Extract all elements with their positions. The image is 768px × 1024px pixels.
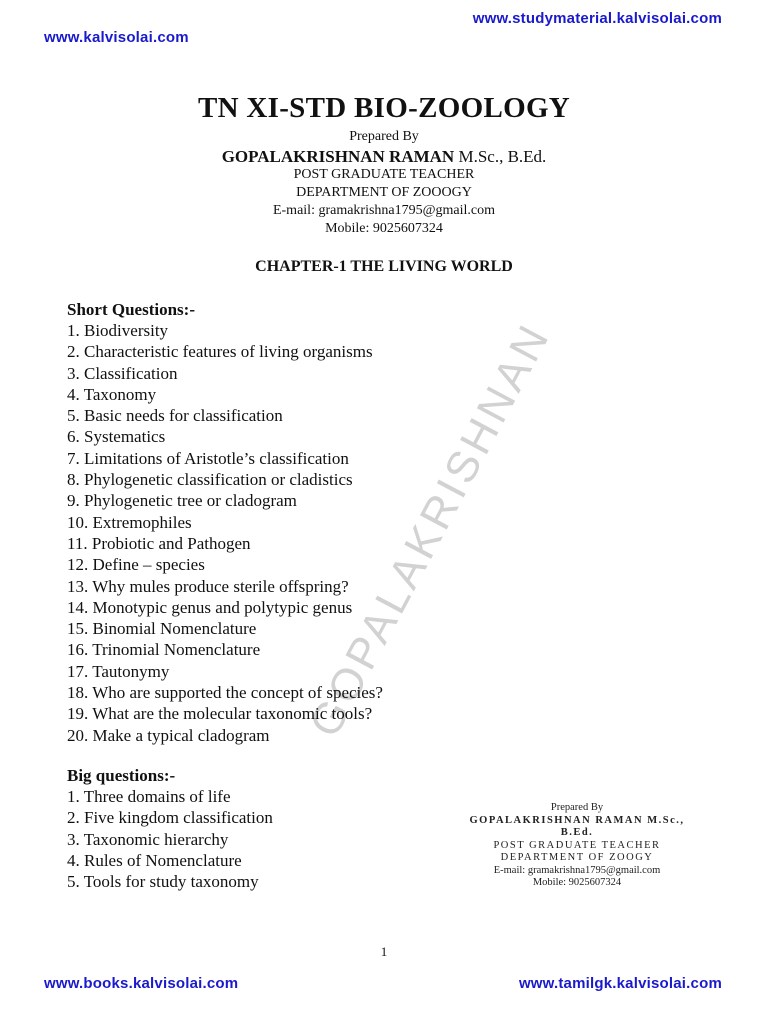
list-item: 5. Tools for study taxonomy xyxy=(67,872,259,892)
page-title: TN XI-STD BIO-ZOOLOGY xyxy=(197,92,571,124)
chapter-heading: CHAPTER-1 THE LIVING WORLD xyxy=(255,258,513,275)
list-item: 6. Systematics xyxy=(67,427,166,447)
stamp-email: E-mail: gramakrishna1795@gmail.com xyxy=(493,864,661,876)
stamp-department: DEPARTMENT OF ZOOGY xyxy=(500,852,654,863)
kalvisolai-link[interactable]: www.kalvisolai.com xyxy=(44,29,189,46)
email: E-mail: gramakrishna1795@gmail.com xyxy=(272,203,496,218)
author-role: POST GRADUATE TEACHER xyxy=(293,167,475,182)
list-item: 13. Why mules produce sterile offspring? xyxy=(67,576,349,596)
list-item: 20. Make a typical cladogram xyxy=(67,725,270,745)
author-stamp xyxy=(452,802,702,890)
short-questions-list xyxy=(67,320,383,746)
list-item: 10. Extremophiles xyxy=(67,512,192,532)
list-item: 12. Define – species xyxy=(67,555,205,575)
list-item: 19. What are the molecular taxonomic tools? xyxy=(67,704,373,724)
author-degree: M.Sc., B.Ed. xyxy=(454,147,547,166)
watermark: GOPALAKRISHNAN xyxy=(300,314,560,745)
stamp-role: POST GRADUATE TEACHER xyxy=(493,839,661,851)
list-item: 5. Basic needs for classification xyxy=(67,406,283,426)
list-item: 1. Three domains of life xyxy=(67,787,231,806)
prepared-by-label: Prepared By xyxy=(349,129,419,144)
author-name: GOPALAKRISHNAN RAMAN xyxy=(221,147,455,166)
short-questions-heading: Short Questions:- xyxy=(67,300,195,319)
big-questions-list xyxy=(67,786,273,892)
stamp-author: GOPALAKRISHNAN RAMAN M.Sc., B.Ed. xyxy=(469,814,685,838)
tamilgk-link[interactable]: www.tamilgk.kalvisolai.com xyxy=(518,975,722,992)
list-item: 3. Classification xyxy=(67,363,178,383)
big-questions-heading: Big questions:- xyxy=(67,766,176,785)
studymaterial-link[interactable]: www.studymaterial.kalvisolai.com xyxy=(472,10,722,27)
list-item: 14. Monotypic genus and polytypic genus xyxy=(67,597,353,617)
department: DEPARTMENT OF ZOOOGY xyxy=(296,185,472,200)
list-item: 18. Who are supported the concept of species? xyxy=(67,683,383,703)
list-item: 1. Biodiversity xyxy=(67,321,169,340)
list-item: 9. Phylogenetic tree or cladogram xyxy=(67,491,297,511)
page-number: 1 xyxy=(380,944,388,959)
list-item: 8. Phylogenetic classification or cladistics xyxy=(67,470,353,490)
list-item: 4. Taxonomy xyxy=(67,384,157,404)
author-line xyxy=(0,147,768,167)
stamp-mobile: Mobile: 9025607324 xyxy=(532,877,622,888)
list-item: 11. Probiotic and Pathogen xyxy=(67,533,251,553)
list-item: 2. Five kingdom classification xyxy=(67,808,273,828)
list-item: 15. Binomial Nomenclature xyxy=(67,619,257,639)
list-item: 2. Characteristic features of living organisms xyxy=(67,342,373,362)
list-item: 16. Trinomial Nomenclature xyxy=(67,640,261,660)
list-item: 7. Limitations of Aristotle’s classification xyxy=(67,448,349,468)
list-item: 4. Rules of Nomenclature xyxy=(67,850,242,870)
books-link[interactable]: www.books.kalvisolai.com xyxy=(44,975,239,992)
stamp-prepared-by: Prepared By xyxy=(550,802,604,813)
list-item: 3. Taxonomic hierarchy xyxy=(67,829,229,849)
mobile: Mobile: 9025607324 xyxy=(325,221,443,236)
list-item: 17. Tautonymy xyxy=(67,661,170,681)
